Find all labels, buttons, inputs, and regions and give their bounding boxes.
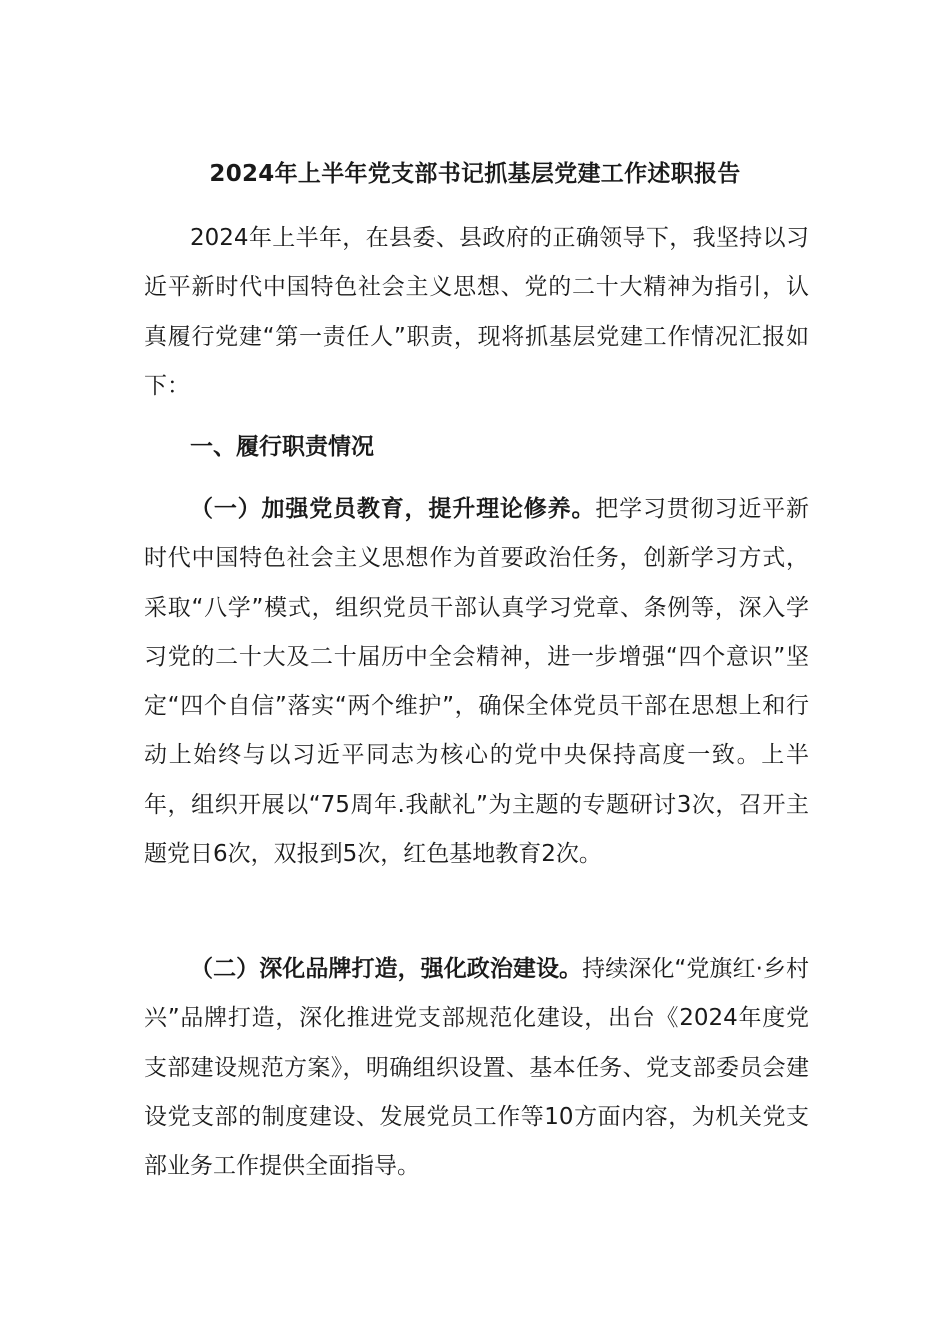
body-paragraph-2 [144, 945, 809, 1191]
intro-paragraph: 2024年上半年，在县委、县政府的正确领导下，我坚持以习近平新时代中国特色社会主义思想、党的二十大精神为指引，认真履行党建“第一责任人”职责，现将抓基层党建工作情况汇报如下： [144, 225, 809, 399]
paragraph-lead: （二）深化品牌打造，强化政治建设。 [190, 956, 583, 982]
document-title: 2024年上半年党支部书记抓基层党建工作述职报告 [209, 161, 741, 187]
section-heading: 一、履行职责情况 [190, 434, 374, 460]
paragraph-text: 把学习贯彻习近平新时代中国特色社会主义思想作为首要政治任务，创新学习方式，采取“八学”模式，组织党员干部认真学习党章、条例等，深入学习党的二十大及二十届历中全会精神，进一步增强“四个意识”坚定“四个自信”落实“两个维护”，确保全体党员干部在思想上和行动上始终与以习近平同志为核心的党中央保持高度一致。上半年，组织开展以“75周年.我献礼”为主题的专题研讨3次，召开主题党日6次，双报到5次，红色基地教育2次。 [144, 496, 810, 868]
paragraph-text: 持续深化“党旗红·乡村兴”品牌打造，深化推进党支部规范化建设，出台《2024年度党支部建设规范方案》，明确组织设置、基本任务、党支部委员会建设党支部的制度建设、发展党员工作等10方面内容，为机关党支部业务工作提供全面指导。 [144, 956, 810, 1180]
body-paragraph-1 [144, 485, 809, 879]
paragraph-lead: （一）加强党员教育，提升理论修养。 [190, 496, 596, 522]
